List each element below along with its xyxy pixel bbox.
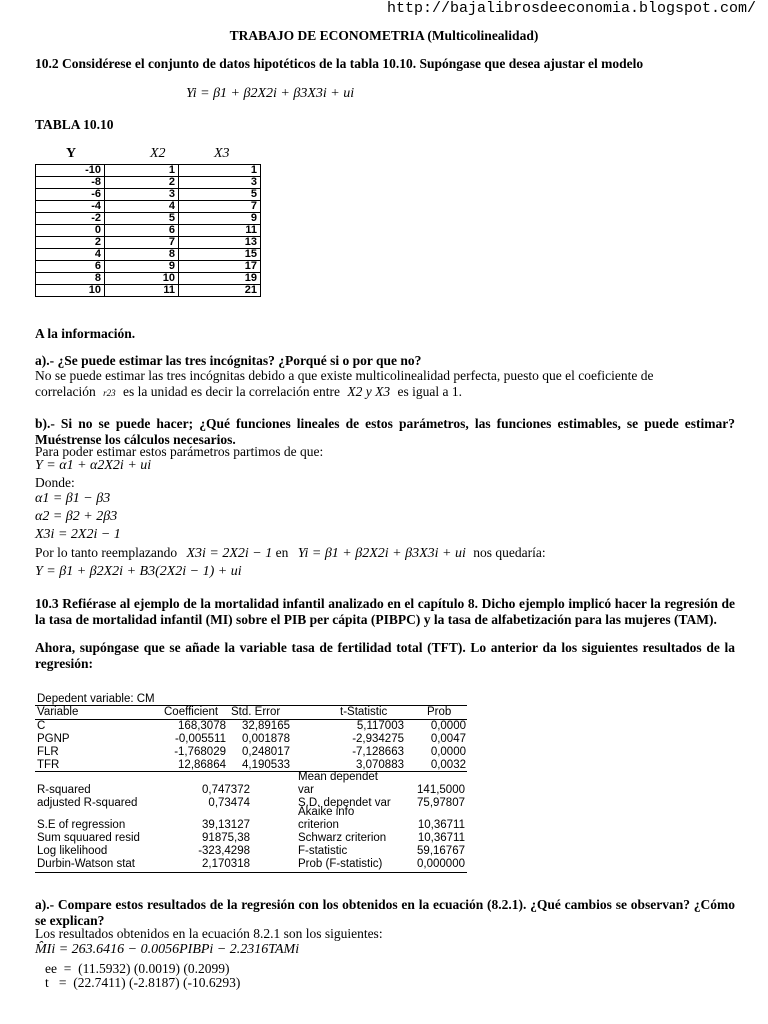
- table1-cell: 19: [179, 273, 261, 285]
- table1-cell: -6: [36, 189, 105, 201]
- question-10-3: 10.3 Refiérase al ejemplo de la mortalidad infantil analizado en el capítulo 8. Dicho ejemplo implicó hacer la regresión de la tasa de mortalidad infantil (MI) sobre el PIB per cápita (PIBPC) y la tasa de alfabetización para las mujeres (TAM).: [35, 596, 735, 627]
- table1-cell: 7: [179, 201, 261, 213]
- reg-sd-dep-label: S.D. dependet var: [298, 797, 391, 809]
- reemplazo-eq1: X3i = 2X2i − 1: [186, 546, 273, 561]
- table1-cell: 0: [36, 225, 105, 237]
- table1-cell: -8: [36, 177, 105, 189]
- table1-cell: 6: [36, 261, 105, 273]
- table1-cell: 2: [36, 237, 105, 249]
- answer-a-r23: r23: [103, 388, 116, 398]
- reg-cell: 0,0047: [430, 733, 466, 745]
- reg-mean-dep-label2: var: [298, 784, 314, 796]
- reg-stat-label: Durbin-Watson stat: [37, 858, 135, 870]
- reg-cell: -1,768029: [174, 746, 226, 758]
- reg-akaike-label1: Akaike info: [298, 806, 355, 818]
- answer-a-correlacion: correlación: [35, 384, 96, 399]
- table1-cell: 8: [36, 273, 105, 285]
- reemplazo-text-c: nos quedaría:: [473, 545, 546, 560]
- reg-stat-value: -323,4298: [198, 845, 250, 857]
- answer-a-line1: No se puede estimar las tres incógnitas debido a que existe multicolinealidad perfecta, puesto que el coeficiente de: [35, 368, 654, 383]
- table-10-10-title: TABLA 10.10: [35, 117, 114, 132]
- table1-cell: 15: [179, 249, 261, 261]
- answer-b-line1: Para poder estimar estos parámetros partimos de que:: [35, 444, 324, 459]
- reg-cell: 5,117003: [356, 720, 404, 732]
- model-equation-text: Yi = β1 + β2X2i + β3X3i + ui: [186, 86, 355, 101]
- reg-mean-dep-label1: Mean dependet: [298, 771, 378, 783]
- reg-cell: 0,001878: [242, 733, 290, 745]
- table1-cell: -2: [36, 213, 105, 225]
- answer-b-eq5: Y = β1 + β2X2i + B3(2X2i − 1) + ui: [35, 564, 242, 579]
- table1-cell: 11: [179, 225, 261, 237]
- reg-stat-value: 91875,38: [202, 832, 250, 844]
- reg-schwarz-label: Schwarz criterion: [298, 832, 387, 844]
- reg-cell: PGNP: [37, 733, 70, 745]
- table1-row: [36, 201, 261, 213]
- reg-header-coefficient: Coefficient: [164, 706, 219, 718]
- table1-cell: 10: [36, 285, 105, 297]
- table1-header-y: Y: [66, 146, 77, 161]
- table1-row: [36, 273, 261, 285]
- table1-row: [36, 261, 261, 273]
- reg-stat-value: 0,73474: [208, 797, 250, 809]
- answer-b-donde: Donde:: [35, 475, 75, 490]
- reg-cell: 0,0000: [430, 720, 466, 732]
- answer-a-end: es igual a 1.: [397, 384, 462, 399]
- table1-cell: 1: [179, 165, 261, 177]
- reg-stat-label: R-squared: [37, 784, 91, 796]
- table1-cell: 3: [179, 177, 261, 189]
- reg-cell: TFR: [37, 759, 60, 771]
- reg-cell: 0,0000: [430, 746, 466, 758]
- question-a-heading: a).- ¿Se puede estimar las tres incógnitas? ¿Porqué si o por que no?: [35, 353, 422, 368]
- answer-b-reemplazo: [35, 545, 546, 562]
- table1-cell: 3: [105, 189, 179, 201]
- reg-akaike-value: 10,36711: [417, 819, 465, 831]
- reg-fstat-label: F-statistic: [298, 845, 348, 857]
- model-equation: [186, 86, 354, 102]
- reg-stat-label: S.E of regression: [37, 819, 126, 831]
- question-b-heading: b).- Si no se puede hacer; ¿Qué funciones lineales de estos parámetros, las funciones estimables, se puede estimar? Muéstrense los cálculos necesarios.: [35, 416, 735, 447]
- reg-cell: -2,934275: [352, 733, 404, 745]
- reg-cell: 32,89165: [242, 720, 290, 732]
- answer-b-eq4: X3i = 2X2i − 1: [35, 527, 121, 542]
- table1-cell: 10: [105, 273, 179, 285]
- reg-probf-label: Prob (F-statistic): [298, 858, 383, 870]
- table1-cell: 4: [105, 201, 179, 213]
- reg-cell: -0,005511: [175, 733, 226, 745]
- table1-row: [36, 225, 261, 237]
- reemplazo-text-a: Por lo tanto reemplazando: [35, 545, 178, 560]
- answer-10-3-a-ee: ee = (11.5932) (0.0019) (0.2099): [45, 961, 230, 976]
- reg-stat-label: adjusted R-squared: [37, 797, 138, 809]
- document-title: TRABAJO DE ECONOMETRIA (Multicolinealidad): [229, 28, 539, 43]
- table1-cell: 9: [179, 213, 261, 225]
- question-10-3-a: a).- Compare estos resultados de la regresión con los obtenidos en la ecuación (8.2.1). ¿Qué cambios se observan? ¿Cómo se explican?: [35, 897, 735, 928]
- table1-row: [36, 249, 261, 261]
- source-url[interactable]: http://bajalibrosdeeconomia.blogspot.com/: [386, 0, 756, 17]
- reg-rule-mid: [35, 771, 467, 772]
- answer-10-3-a-t: t = (22.7411) (-2.8187) (-10.6293): [45, 975, 241, 990]
- reg-stat-label: Log likelihood: [37, 845, 108, 857]
- reg-stat-value: 2,170318: [202, 858, 250, 870]
- reg-probf-value: 0,000000: [417, 858, 465, 870]
- reg-fstat-value: 59,16767: [417, 845, 465, 857]
- table1-cell: 4: [36, 249, 105, 261]
- table1-cell: 2: [105, 177, 179, 189]
- table1-cell: 17: [179, 261, 261, 273]
- reg-rule-bottom: [35, 872, 467, 873]
- reemplazo-eq2: Yi = β1 + β2X2i + β3X3i + ui: [297, 546, 466, 561]
- reg-header-tstat: t-Statistic: [340, 706, 388, 718]
- reg-stat-value: 39,13127: [202, 819, 250, 831]
- reg-cell: 4,190533: [242, 759, 290, 771]
- answer-b-eq2: α1 = β1 − β3: [35, 491, 111, 506]
- reg-cell: 0,248017: [242, 746, 290, 758]
- reg-akaike-label2: criterion: [298, 819, 339, 831]
- reg-header-prob: Prob: [427, 706, 452, 718]
- answer-a-text: es la unidad es decir la correlación entre: [122, 384, 340, 399]
- table1-row: [36, 237, 261, 249]
- table1-cell: 7: [105, 237, 179, 249]
- table1-cell: 6: [105, 225, 179, 237]
- table1-cell: 13: [179, 237, 261, 249]
- table1-row: [36, 177, 261, 189]
- table1-cell: 21: [179, 285, 261, 297]
- table1-header-x2: X2: [150, 146, 166, 161]
- section-intro: A la información.: [35, 326, 136, 341]
- reg-stat-value: 0,747372: [202, 784, 250, 796]
- answer-b-eq1: Y = α1 + α2X2i + ui: [35, 458, 152, 473]
- answer-a-line2: [35, 384, 462, 401]
- reg-sd-dep-value: 75,97807: [417, 797, 465, 809]
- table1-row: [36, 213, 261, 225]
- table1-row: [36, 165, 261, 177]
- table1-cell: 5: [179, 189, 261, 201]
- reg-cell: C: [37, 720, 46, 732]
- table1-cell: 5: [105, 213, 179, 225]
- answer-10-3-a-line1: Los resultados obtenidos en la ecuación 8.2.1 son los siguientes:: [35, 926, 383, 941]
- answer-10-3-a-eq: M̂Ii = 263.6416 − 0.0056PIBPi − 2.2316TAMi: [35, 942, 300, 957]
- table1-cell: -10: [36, 165, 105, 177]
- answer-a-vars: X2 y X3: [347, 384, 391, 399]
- table1-cell: 11: [105, 285, 179, 297]
- reg-cell: 0,0032: [430, 759, 466, 771]
- reg-cell: 168,3078: [178, 720, 226, 732]
- reg-cell: 3,070883: [356, 759, 404, 771]
- reg-schwarz-value: 10,36711: [417, 832, 465, 844]
- table1-header-x3: X3: [214, 146, 230, 161]
- table1-cell: 8: [105, 249, 179, 261]
- reg-cell: 12,86864: [178, 759, 226, 771]
- table1-cell: -4: [36, 201, 105, 213]
- question-10-3-cont: Ahora, supóngase que se añade la variable tasa de fertilidad total (TFT). Lo anterior da los siguientes resultados de la regresión:: [35, 640, 735, 671]
- reg-cell: -7,128663: [352, 746, 404, 758]
- reemplazo-text-b: en: [275, 545, 289, 560]
- reg-dependent-variable: Depedent variable: CM: [37, 693, 155, 705]
- answer-b-eq3: α2 = β2 + 2β3: [35, 509, 118, 524]
- table1-cell: 9: [105, 261, 179, 273]
- table1-row: [36, 285, 261, 297]
- reg-stat-label: Sum squuared resid: [37, 832, 140, 844]
- question-10-2: 10.2 Considérese el conjunto de datos hipotéticos de la tabla 10.10. Supóngase que desea ajustar el modelo: [35, 56, 644, 71]
- table1-row: [36, 189, 261, 201]
- reg-header-stderror: Std. Error: [231, 706, 281, 718]
- reg-cell: FLR: [37, 746, 59, 758]
- table-10-10: [35, 164, 261, 297]
- table1-cell: 1: [105, 165, 179, 177]
- reg-mean-dep-value: 141,5000: [417, 784, 465, 796]
- reg-header-variable: Variable: [37, 706, 79, 718]
